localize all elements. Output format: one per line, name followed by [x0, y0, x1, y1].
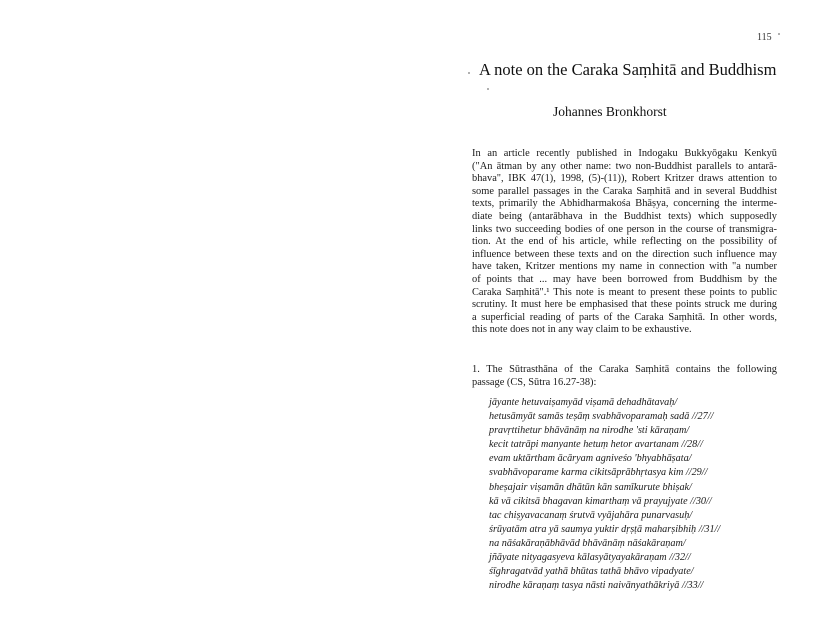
verse-line: kecit tatrāpi manyante hetuṃ hetor avartanam //28// [489, 439, 703, 451]
paragraph-line: diate being (antarābhava in the Buddhist texts) which supposedly [472, 210, 777, 222]
paragraph-line: a superficial reading of parts of the Caraka Saṃhitā. In other words, [472, 311, 777, 323]
verse-line: evam uktārtham ācāryam agniveśo 'bhyabhāṣata/ [489, 453, 692, 465]
paragraph-line: scrutiny. It must here be emphasised that these points struck me during [472, 299, 777, 311]
verse-line: śrūyatām atra yā saumya yuktir dṛṣṭā maharṣibhiḥ //31// [489, 523, 721, 535]
section-line: passage (CS, Sūtra 16.27-38): [472, 376, 597, 388]
paragraph-line: texts, primarily the Abhidharmakośa Bhāṣya, concerning the interme- [472, 198, 777, 210]
verse-line: kā vā cikitsā bhagavan kimarthaṃ vā prayujyate //30// [489, 495, 712, 507]
scan-speck [468, 72, 470, 74]
verse-line: tac chiṣyavacanaṃ śrutvā vyājahāra punarvasuḥ/ [489, 509, 693, 521]
intro-paragraph [472, 148, 777, 337]
scan-speck [778, 33, 780, 35]
paragraph-line: have taken, Kritzer mentions my name in connection with "a number [472, 261, 777, 273]
scan-speck [487, 88, 489, 90]
author-name: Johannes Bronkhorst [553, 104, 667, 119]
verse-line: svabhāvoparame karma cikitsāprābhṛtasya kim //29// [489, 467, 708, 479]
verse-line: jāyante hetuvaiṣamyād viṣamā dehadhātavaḥ/ [489, 397, 678, 408]
verse-line: śīghragatvād yathā bhūtas tathā bhāvo vipadyate/ [489, 566, 694, 578]
paragraph-line: this note does not in any way claim to be exhaustive. [472, 324, 692, 336]
verse-line: na nāśakāraṇābhāvād bhāvānāṃ nāśakāraṇam/ [489, 537, 686, 549]
section-1-heading [472, 364, 777, 389]
page-number: 115 [757, 32, 772, 43]
verse-line: bheṣajair viṣamān dhātūn kān samīkurute bhiṣak/ [489, 481, 692, 493]
paragraph-line: ("An ātman by any other name: two non-Buddhist parallels to antarā- [472, 160, 777, 172]
verse-block [489, 396, 779, 593]
verse-line: hetusāmyāt samās teṣāṃ svabhāvoparamaḥ sadā //27// [489, 411, 714, 423]
verse-line: nirodhe kāraṇaṃ tasya nāsti naivānyathākriyā //33// [489, 580, 704, 592]
paragraph-line: influence between these texts and on the direction such influence may [472, 248, 777, 260]
paragraph-line: some parallel passages in the Caraka Saṃhitā and in several Buddhist [472, 185, 777, 197]
paragraph-line: of points that ... may have been borrowed from Buddhism by the [472, 273, 777, 285]
section-line: 1. The Sūtrasthāna of the Caraka Saṃhitā contains the following [472, 364, 777, 375]
verse-line: jñāyate nityagasyeva kālasyātyayakāraṇam //32// [489, 552, 691, 564]
article-title: A note on the Caraka Saṃhitā and Buddhism [479, 60, 777, 79]
paragraph-line: bhava", IBK 47(1), 1998, (5)-(11)), Robert Kritzer draws attention to [472, 173, 777, 185]
paragraph-line: links two succeeding bodies of one person in the course of transmigra- [472, 223, 777, 235]
verse-line: pravṛttihetur bhāvānāṃ na nirodhe 'sti kāraṇam/ [489, 425, 690, 437]
paragraph-line: tion. At the end of his article, while reflecting on the possibility of [472, 236, 777, 248]
paragraph-line: In an article recently published in Indogaku Bukkyōgaku Kenkyū [472, 148, 777, 159]
paragraph-line: Caraka Saṃhitā".¹ This note is meant to present these points to public [472, 286, 777, 298]
